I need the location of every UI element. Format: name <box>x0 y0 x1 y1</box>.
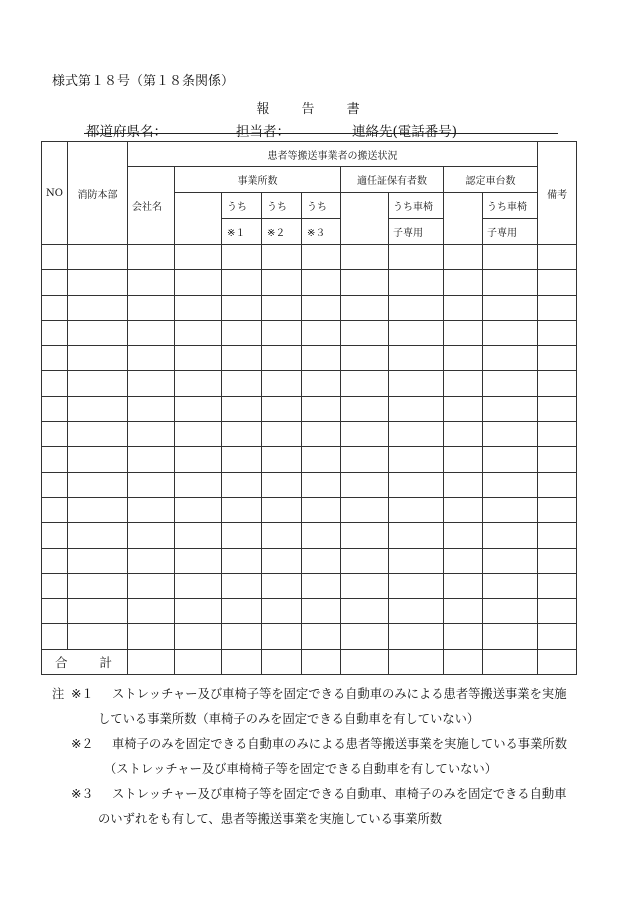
table-cell <box>341 320 389 345</box>
table-cell <box>538 371 577 396</box>
table-cell <box>389 371 444 396</box>
table-cell <box>68 624 128 649</box>
form-number: 様式第１８号（第１８条関係） <box>52 74 235 89</box>
table-cell <box>175 295 222 320</box>
total-cell <box>483 649 538 674</box>
table-cell <box>68 472 128 497</box>
table-cell <box>262 245 302 270</box>
table-cell <box>175 396 222 421</box>
table-cell <box>262 396 302 421</box>
table-cell <box>222 320 262 345</box>
table-cell <box>222 573 262 598</box>
page-title: 報 告 書 <box>256 102 374 117</box>
table-cell <box>42 447 68 472</box>
total-cell <box>128 649 175 674</box>
table-cell <box>341 346 389 371</box>
total-cell <box>389 649 444 674</box>
table-row <box>42 599 577 624</box>
table-cell <box>128 624 175 649</box>
table-cell <box>42 320 68 345</box>
table-cell <box>341 497 389 522</box>
table-cell <box>222 396 262 421</box>
table-cell <box>389 472 444 497</box>
table-cell <box>444 548 483 573</box>
table-cell <box>262 624 302 649</box>
table-cell <box>222 599 262 624</box>
table-cell <box>302 447 341 472</box>
table-cell <box>68 245 128 270</box>
offices-total-header <box>175 193 222 245</box>
table-cell <box>483 270 538 295</box>
table-cell <box>341 548 389 573</box>
table-cell <box>444 497 483 522</box>
table-cell <box>444 422 483 447</box>
table-cell <box>128 396 175 421</box>
table-cell <box>42 295 68 320</box>
table-cell <box>222 624 262 649</box>
table-cell <box>42 422 68 447</box>
group-vehicles-header: 認定車台数 <box>444 167 538 193</box>
table-cell <box>222 371 262 396</box>
table-cell <box>389 346 444 371</box>
table-cell <box>341 371 389 396</box>
offices-uchi-3: うち <box>302 193 341 219</box>
table-cell <box>538 447 577 472</box>
total-cell <box>341 649 389 674</box>
table-cell <box>68 422 128 447</box>
table-row <box>42 523 577 548</box>
table-cell <box>444 624 483 649</box>
table-cell <box>175 422 222 447</box>
offices-mark-2: ※２ <box>262 219 302 245</box>
table-cell <box>483 371 538 396</box>
table-cell <box>389 295 444 320</box>
table-cell <box>302 245 341 270</box>
note-3-line-2: のいずれをも有して、患者等搬送事業を実施している事業所数 <box>98 812 443 826</box>
table-cell <box>483 523 538 548</box>
total-cell <box>444 649 483 674</box>
table-cell <box>222 472 262 497</box>
table-cell <box>538 295 577 320</box>
table-cell <box>538 573 577 598</box>
table-cell <box>389 270 444 295</box>
table-cell <box>538 346 577 371</box>
offices-mark-1: ※１ <box>222 219 262 245</box>
table-cell <box>128 270 175 295</box>
table-cell <box>483 396 538 421</box>
table-cell <box>483 624 538 649</box>
table-row <box>42 371 577 396</box>
table-cell <box>175 371 222 396</box>
note-2-line-1: 車椅子のみを固定できる自動車のみによる患者等搬送事業を実施している事業所数 <box>112 737 567 751</box>
table-cell <box>128 346 175 371</box>
table-cell <box>444 245 483 270</box>
table-cell <box>262 599 302 624</box>
table-cell <box>389 447 444 472</box>
table-row <box>42 346 577 371</box>
table-cell <box>68 447 128 472</box>
table-cell <box>128 523 175 548</box>
total-row <box>42 649 577 674</box>
table-cell <box>341 624 389 649</box>
table-cell <box>302 371 341 396</box>
table-cell <box>538 523 577 548</box>
table-cell <box>128 548 175 573</box>
table-cell <box>341 523 389 548</box>
note-1-line-1: ストレッチャー及び車椅子等を固定できる自動車のみによる患者等搬送事業を実施 <box>112 687 567 701</box>
table-cell <box>341 422 389 447</box>
table-cell <box>262 548 302 573</box>
table-cell <box>538 422 577 447</box>
table-cell <box>68 523 128 548</box>
table-cell <box>538 599 577 624</box>
table-cell <box>42 599 68 624</box>
cert-total-header <box>341 193 389 245</box>
table-cell <box>483 422 538 447</box>
group-offices-header: 事業所数 <box>175 167 341 193</box>
table-cell <box>444 371 483 396</box>
table-cell <box>389 497 444 522</box>
table-cell <box>42 497 68 522</box>
table-cell <box>538 548 577 573</box>
table-row <box>42 472 577 497</box>
vehicles-wheelchair-a: うち車椅 <box>483 193 538 219</box>
table-cell <box>302 523 341 548</box>
table-row <box>42 422 577 447</box>
group-cert-header: 適任証保有者数 <box>341 167 444 193</box>
table-cell <box>68 396 128 421</box>
table-row <box>42 447 577 472</box>
table-cell <box>302 346 341 371</box>
table-cell <box>262 573 302 598</box>
table-cell <box>42 396 68 421</box>
header-underline <box>84 133 558 134</box>
group-status-header: 患者等搬送事業者の搬送状況 <box>128 142 538 167</box>
table-cell <box>538 320 577 345</box>
cert-wheelchair-b: 子専用 <box>389 219 444 245</box>
table-cell <box>538 396 577 421</box>
table-cell <box>222 523 262 548</box>
note-1-mark: ※１ <box>71 687 94 701</box>
table-cell <box>483 548 538 573</box>
notes-prefix: 注 <box>52 687 65 701</box>
table-cell <box>483 295 538 320</box>
table-cell <box>128 371 175 396</box>
table-cell <box>262 270 302 295</box>
table-cell <box>444 523 483 548</box>
note-2-line-2: （ストレッチャー及び車椅椅子等を固定できる自動車を有していない） <box>104 762 498 776</box>
offices-uchi-1: うち <box>222 193 262 219</box>
table-cell <box>389 245 444 270</box>
table-cell <box>444 573 483 598</box>
table-cell <box>538 270 577 295</box>
table-cell <box>42 346 68 371</box>
table-cell <box>262 346 302 371</box>
table-cell <box>175 346 222 371</box>
table-cell <box>444 472 483 497</box>
table-cell <box>302 396 341 421</box>
table-row <box>42 245 577 270</box>
table-cell <box>444 447 483 472</box>
table-cell <box>175 573 222 598</box>
table-cell <box>389 523 444 548</box>
table-cell <box>175 624 222 649</box>
table-cell <box>341 599 389 624</box>
table-cell <box>538 245 577 270</box>
table-cell <box>128 497 175 522</box>
table-cell <box>68 371 128 396</box>
table-cell <box>389 548 444 573</box>
table-cell <box>538 624 577 649</box>
table-cell <box>222 422 262 447</box>
table-row <box>42 396 577 421</box>
table-cell <box>42 523 68 548</box>
table-cell <box>42 245 68 270</box>
table-cell <box>341 295 389 320</box>
table-cell <box>302 295 341 320</box>
table-cell <box>128 447 175 472</box>
total-cell <box>222 649 262 674</box>
report-table <box>41 141 577 675</box>
table-cell <box>483 245 538 270</box>
prefecture-label: 都道府県名： <box>86 124 167 140</box>
table-cell <box>222 548 262 573</box>
table-cell <box>42 371 68 396</box>
note-2-mark: ※２ <box>71 737 94 751</box>
table-cell <box>302 573 341 598</box>
offices-mark-3: ※３ <box>302 219 341 245</box>
table-cell <box>262 497 302 522</box>
vehicles-total-header <box>444 193 483 245</box>
table-cell <box>222 245 262 270</box>
table-cell <box>222 295 262 320</box>
table-cell <box>262 472 302 497</box>
table-cell <box>175 523 222 548</box>
table-cell <box>128 422 175 447</box>
table-cell <box>222 447 262 472</box>
table-cell <box>128 295 175 320</box>
table-cell <box>42 624 68 649</box>
table-cell <box>341 245 389 270</box>
note-3-line-1: ストレッチャー及び車椅子等を固定できる自動車、車椅子のみを固定できる自動車 <box>112 787 567 801</box>
table-cell <box>262 295 302 320</box>
note-3-mark: ※３ <box>71 787 94 801</box>
table-cell <box>341 396 389 421</box>
table-cell <box>128 320 175 345</box>
table-cell <box>389 396 444 421</box>
table-cell <box>128 573 175 598</box>
table-cell <box>68 599 128 624</box>
table-cell <box>222 270 262 295</box>
col-remarks-header: 備考 <box>538 142 577 245</box>
table-cell <box>68 497 128 522</box>
total-cell <box>262 649 302 674</box>
table-cell <box>302 599 341 624</box>
table-cell <box>68 295 128 320</box>
table-cell <box>175 497 222 522</box>
table-cell <box>128 245 175 270</box>
table-cell <box>538 497 577 522</box>
table-cell <box>389 422 444 447</box>
table-cell <box>302 497 341 522</box>
table-row <box>42 320 577 345</box>
table-row <box>42 573 577 598</box>
table-row <box>42 548 577 573</box>
total-cell <box>302 649 341 674</box>
total-label: 合 計 <box>42 649 128 674</box>
table-cell <box>262 320 302 345</box>
table-cell <box>302 270 341 295</box>
col-company-header: 会社名 <box>128 167 175 245</box>
table-cell <box>389 573 444 598</box>
total-cell <box>175 649 222 674</box>
table-cell <box>483 447 538 472</box>
table-cell <box>483 599 538 624</box>
table-cell <box>538 472 577 497</box>
table-cell <box>68 548 128 573</box>
table-row <box>42 270 577 295</box>
table-cell <box>389 320 444 345</box>
table-cell <box>68 320 128 345</box>
table-cell <box>175 245 222 270</box>
table-cell <box>68 346 128 371</box>
table-cell <box>42 270 68 295</box>
table-cell <box>175 270 222 295</box>
table-cell <box>262 422 302 447</box>
table-cell <box>262 523 302 548</box>
table-cell <box>68 573 128 598</box>
table-cell <box>341 472 389 497</box>
table-cell <box>68 270 128 295</box>
table-cell <box>175 472 222 497</box>
table-cell <box>483 472 538 497</box>
vehicles-wheelchair-b: 子専用 <box>483 219 538 245</box>
table-cell <box>444 320 483 345</box>
col-no-header: NO <box>42 142 68 245</box>
table-cell <box>483 320 538 345</box>
table-cell <box>175 320 222 345</box>
table-cell <box>175 548 222 573</box>
table-cell <box>444 396 483 421</box>
table-cell <box>341 270 389 295</box>
table-cell <box>222 346 262 371</box>
table-cell <box>444 270 483 295</box>
table-cell <box>175 599 222 624</box>
table-cell <box>341 447 389 472</box>
person-in-charge-label: 担当者： <box>236 124 290 140</box>
table-cell <box>483 346 538 371</box>
table-cell <box>128 472 175 497</box>
contact-label: 連絡先(電話番号) <box>352 124 458 140</box>
table-cell <box>302 320 341 345</box>
cert-wheelchair-a: うち車椅 <box>389 193 444 219</box>
table-row <box>42 497 577 522</box>
table-cell <box>175 447 222 472</box>
total-cell <box>538 649 577 674</box>
table-cell <box>302 624 341 649</box>
offices-uchi-2: うち <box>262 193 302 219</box>
table-cell <box>389 599 444 624</box>
table-cell <box>341 573 389 598</box>
table-cell <box>262 447 302 472</box>
table-cell <box>302 472 341 497</box>
table-cell <box>483 573 538 598</box>
table-row <box>42 295 577 320</box>
table-cell <box>42 472 68 497</box>
table-cell <box>302 422 341 447</box>
table-cell <box>483 497 538 522</box>
table-cell <box>128 599 175 624</box>
table-cell <box>444 295 483 320</box>
table-cell <box>262 371 302 396</box>
table-cell <box>222 497 262 522</box>
table-cell <box>444 599 483 624</box>
table-row <box>42 624 577 649</box>
table-cell <box>42 573 68 598</box>
table-cell <box>444 346 483 371</box>
table-cell <box>302 548 341 573</box>
note-1-line-2: している事業所数（車椅子のみを固定できる自動車を有していない） <box>98 712 480 726</box>
col-fire-dept-header: 消防本部 <box>68 142 128 245</box>
table-cell <box>42 548 68 573</box>
table-cell <box>389 624 444 649</box>
